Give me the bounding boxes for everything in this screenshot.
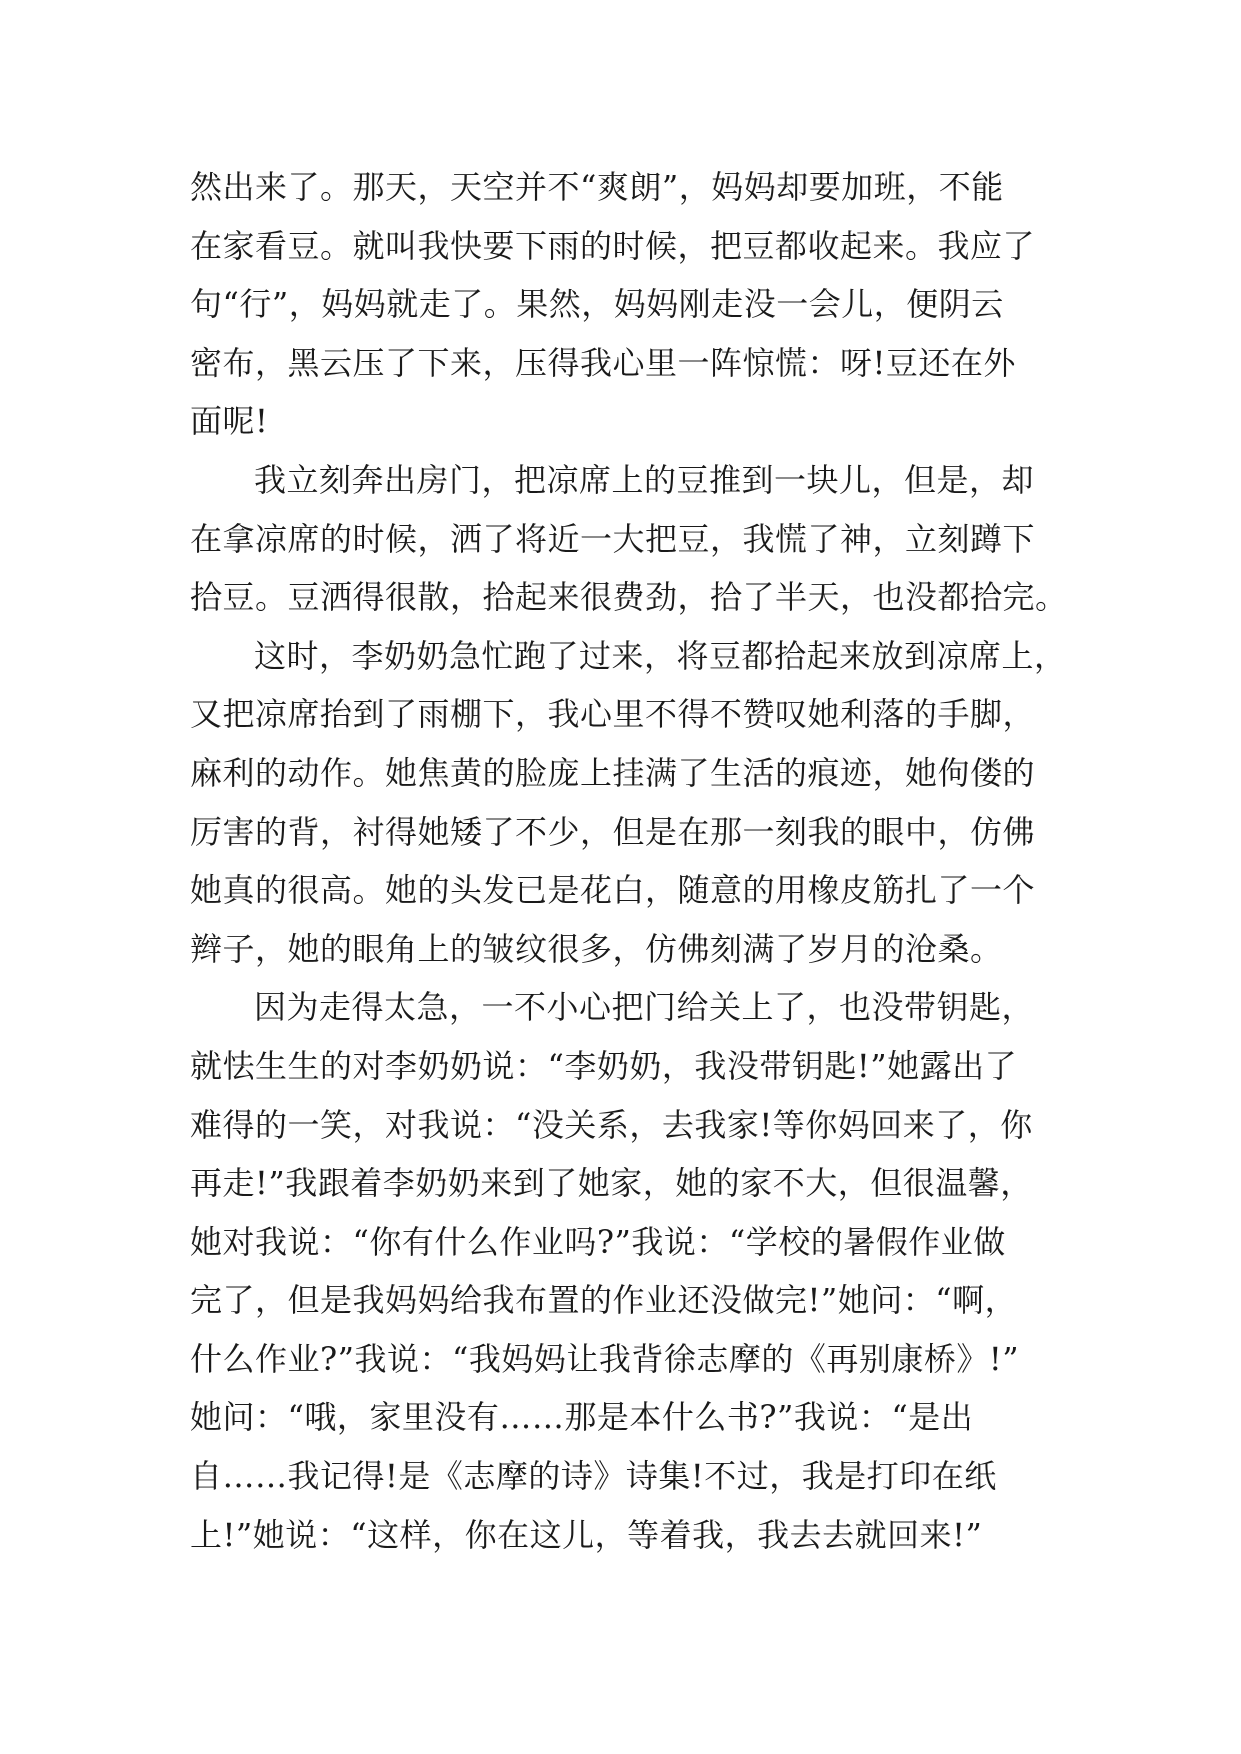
text-line: 麻利的动作。她焦黄的脸庞上挂满了生活的痕迹，她佝偻的 [190,753,1036,792]
text-line: 上!”她说：“这样，你在这儿，等着我，我去去就回来!” [190,1515,983,1554]
text-line: 辫子，她的眼角上的皱纹很多，仿佛刻满了岁月的沧桑。 [190,929,1003,968]
text-line: 就怯生生的对李奶奶说：“李奶奶，我没带钥匙!”她露出了 [190,1046,1018,1085]
text-line: 完了，但是我妈妈给我布置的作业还没做完!”她问：“啊， [190,1281,1018,1320]
text-line: 然出来了。那天，天空并不“爽朗”，妈妈却要加班，不能 [190,168,1004,206]
text-line: 她对我说：“你有什么作业吗?”我说：“学校的暑假作业做 [190,1222,1006,1261]
paragraph-first-line: 因为走得太急，一不小心把门给关上了，也没带钥匙， [254,988,1035,1027]
text-line: 句“行”，妈妈就走了。果然，妈妈刚走没一会儿，便阴云 [190,285,1004,324]
text-line: 面呢! [190,402,269,441]
body-text [190,158,1070,1564]
text-line: 难得的一笑，对我说：“没关系，去我家!等你妈回来了，你 [190,1105,1033,1144]
text-line: 密布，黑云压了下来，压得我心里一阵惊慌：呀!豆还在外 [190,343,1016,382]
paragraph-first-line: 我立刻奔出房门，把凉席上的豆推到一块儿，但是，却 [254,460,1035,499]
text-line: 她真的很高。她的头发已是花白，随意的用橡皮筋扎了一个 [190,871,1036,910]
text-line: 什么作业?”我说：“我妈妈让我背徐志摩的《再别康桥》!” [190,1339,1020,1378]
text-line: 又把凉席抬到了雨棚下，我心里不得不赞叹她利落的手脚， [190,695,1036,734]
text-line: 厉害的背，衬得她矮了不少，但是在那一刻我的眼中，仿佛 [190,812,1036,851]
text-line: 拾豆。豆洒得很散，拾起来很费劲，拾了半天，也没都拾完。 [190,578,1068,617]
text-line: 再走!”我跟着李奶奶来到了她家，她的家不大，但很温馨， [190,1164,1033,1203]
text-line: 她问：“哦，家里没有……那是本什么书?”我说：“是出 [190,1398,974,1437]
text-line: 自……我记得!是《志摩的诗》诗集!不过，我是打印在纸 [190,1457,997,1496]
text-line: 在拿凉席的时候，洒了将近一大把豆，我慌了神，立刻蹲下 [190,519,1036,558]
paragraph-first-line: 这时，李奶奶急忙跑了过来，将豆都拾起来放到凉席上， [254,636,1067,675]
text-line: 在家看豆。就叫我快要下雨的时候，把豆都收起来。我应了 [190,226,1036,265]
